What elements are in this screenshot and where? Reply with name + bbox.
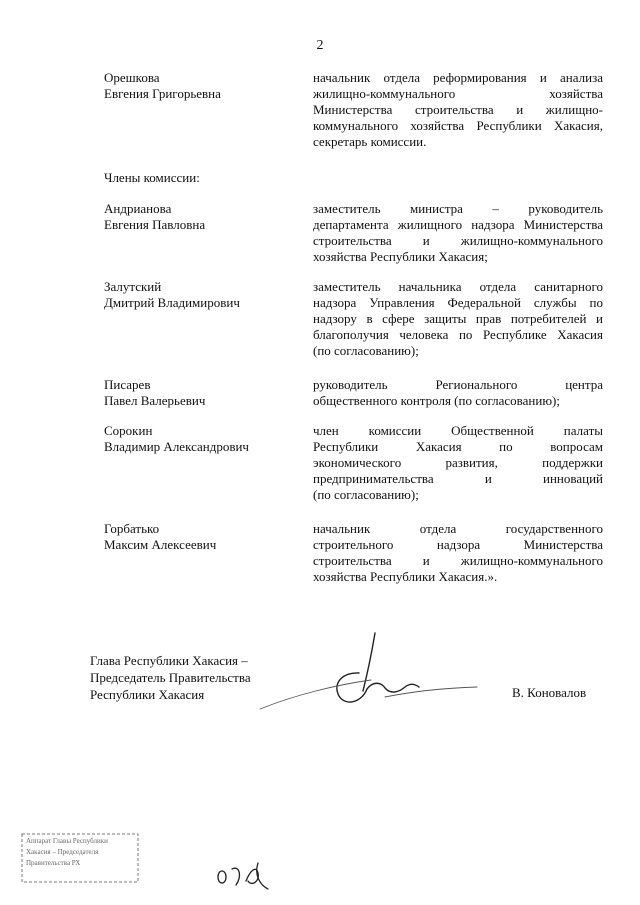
name-line: Сорокин <box>104 423 153 438</box>
name-line: Горбатько <box>104 521 160 536</box>
duty-line: благополучия человека по Республике Хакасия <box>313 327 603 342</box>
page-number: 2 <box>316 38 324 53</box>
duty-line: коммунального хозяйства Республики Хакасия, <box>313 118 603 133</box>
name-line: Павел Валерьевич <box>104 393 206 408</box>
duty-line: руководитель Регионального центра <box>313 377 603 392</box>
duty-line: член комиссии Общественной палаты <box>313 423 603 438</box>
duty-line: (по согласованию); <box>313 487 419 502</box>
signatory-name: В. Коновалов <box>512 685 587 700</box>
stamp-line: Аппарат Главы Республики <box>26 837 108 845</box>
name-line: Владимир Александрович <box>104 439 249 454</box>
member-name <box>104 201 294 233</box>
duty-line: заместитель министра – руководитель <box>313 201 603 216</box>
member-name <box>104 377 294 409</box>
stamp-line: Правительства РХ <box>26 859 81 867</box>
duty-line: начальник отдела государственного <box>313 521 603 536</box>
duty-line: общественного контроля (по согласованию); <box>313 393 560 408</box>
signatory-title-line: Председатель Правительства <box>90 670 251 685</box>
name-line: Андрианова <box>104 201 172 216</box>
duty-line: (по согласованию); <box>313 343 419 358</box>
duty-line: хозяйства Республики Хакасия; <box>313 249 488 264</box>
duty-line: строительства и жилищно-коммунального <box>313 553 603 568</box>
duty-line: жилищно-коммунального хозяйства <box>313 86 603 101</box>
handwritten-signature <box>255 625 485 715</box>
duty-line: строительства и жилищно-коммунального <box>313 233 603 248</box>
member-name <box>104 423 294 455</box>
signatory-title-line: Глава Республики Хакасия – <box>90 653 248 668</box>
member-duty <box>313 201 603 265</box>
duty-line: начальник отдела реформирования и анализа <box>313 70 603 85</box>
duty-line: экономического развития, поддержки <box>313 455 603 470</box>
duty-line: строительного надзора Министерства <box>313 537 603 552</box>
signatory-title <box>90 652 251 703</box>
duty-line: надзора Управления Федеральной службы по <box>313 295 603 310</box>
name-line: Евгения Павловна <box>104 217 206 232</box>
handwritten-note <box>214 855 274 893</box>
duty-line: надзору в сфере защиты прав потребителей и <box>313 311 603 326</box>
member-name <box>104 521 294 553</box>
member-duty <box>313 423 603 503</box>
duty-line: заместитель начальника отдела санитарного <box>313 279 603 294</box>
duty-line: секретарь комиссии. <box>313 134 427 149</box>
name-line: Максим Алексеевич <box>104 537 217 552</box>
name-line: Евгения Григорьевна <box>104 86 221 101</box>
member-name <box>104 279 294 311</box>
member-duty <box>313 377 603 409</box>
member-duty <box>313 521 603 585</box>
member-duty <box>313 279 603 359</box>
stamp-line: Хакасия – Председателя <box>26 848 99 856</box>
duty-line: Министерства строительства и жилищно- <box>313 102 603 117</box>
signatory-title-line: Республики Хакасия <box>90 687 205 702</box>
duty-line: предпринимательства и инноваций <box>313 471 603 486</box>
duty-line: хозяйства Республики Хакасия.». <box>313 569 498 584</box>
secretary-name <box>104 70 294 102</box>
secretary-duty <box>313 70 603 150</box>
name-line: Писарев <box>104 377 151 392</box>
name-line: Дмитрий Владимирович <box>104 295 240 310</box>
office-stamp <box>20 832 140 884</box>
members-label: Члены комиссии: <box>104 170 200 185</box>
name-line: Залутский <box>104 279 162 294</box>
duty-line: департамента жилищного надзора Министерства <box>313 217 603 232</box>
duty-line: Республики Хакасия по вопросам <box>313 439 603 454</box>
name-line: Орешкова <box>104 70 160 85</box>
